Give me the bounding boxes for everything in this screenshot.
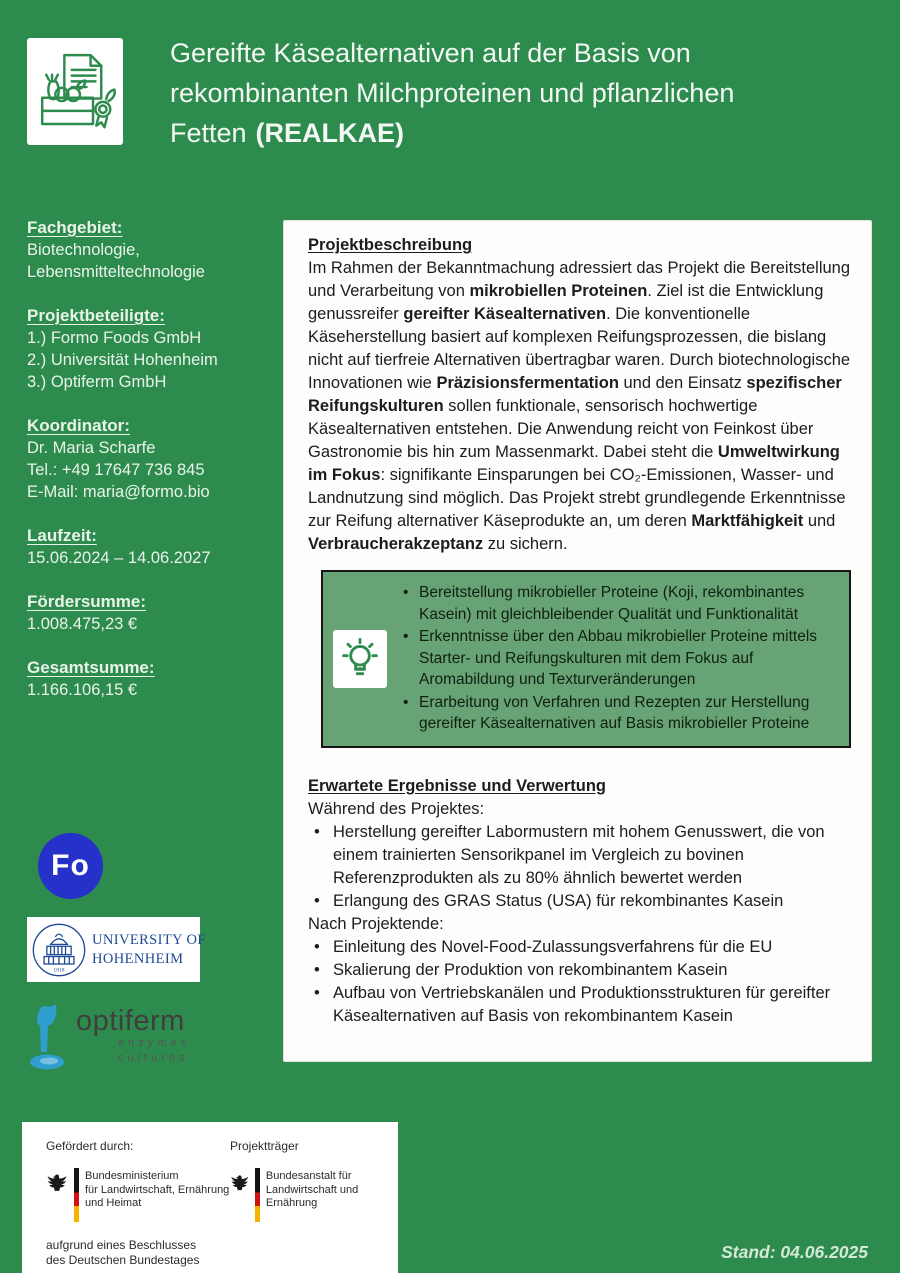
foerdersumme-heading: Fördersumme: <box>27 592 147 611</box>
project-duration: 15.06.2024 – 14.06.2027 <box>27 549 211 567</box>
ble-logo-block <box>228 1168 398 1222</box>
german-flag-bar <box>74 1168 79 1222</box>
sidebar-section-fachgebiet <box>27 217 277 283</box>
project-acronym: (REALKAE) <box>255 118 405 148</box>
federal-eagle-icon <box>228 1170 251 1196</box>
results-bullet: • Erlangung des GRAS Status (USA) für rekombinantes Kasein <box>308 890 853 913</box>
poster-title <box>170 33 875 153</box>
ministry-line: und Heimat <box>85 1197 142 1209</box>
formo-logo <box>38 833 103 899</box>
results-section <box>308 775 853 1028</box>
ministry-line: für Landwirtschaft, Ernährung <box>85 1183 230 1196</box>
svg-text:1818: 1818 <box>53 966 65 973</box>
agency-name <box>266 1168 398 1211</box>
lightbulb-icon <box>338 635 382 683</box>
partner-item: 3.) Optiferm GmbH <box>27 373 167 391</box>
sidebar-section-laufzeit <box>27 525 277 569</box>
agency-line: Bundesanstalt für <box>265 1170 352 1182</box>
results-heading: Erwartete Ergebnisse und Verwertung <box>308 776 606 795</box>
title-line-1: Gereifte Käsealternativen auf der Basis von <box>170 38 691 68</box>
results-bullet: • Herstellung gereifter Labormustern mit hohem Genusswert, die von einem trainierten Sensorikpanel im Vergleich zu bovinen Referenzprodukten als zu 80% ähnlich bewertet werden <box>308 821 853 890</box>
coordinator-email: E-Mail: maria@formo.bio <box>27 483 210 501</box>
lightbulb-icon-box <box>333 630 387 688</box>
hohenheim-emblem-icon <box>31 922 87 978</box>
ministry-line: Bundesministerium <box>85 1170 179 1182</box>
hohenheim-line1: UNIVERSITY OF <box>92 931 206 948</box>
funding-footer-strip <box>22 1122 398 1273</box>
sidebar-section-foerdersumme <box>27 591 277 635</box>
optiferm-sub-enzymes: enzymes <box>118 1037 191 1049</box>
partner-item: 2.) Universität Hohenheim <box>27 351 218 369</box>
sidebar-section-gesamtsumme <box>27 657 277 701</box>
sidebar <box>27 217 277 723</box>
header-logo-box <box>27 38 123 145</box>
project-agency-label: Projektträger <box>230 1139 299 1153</box>
federal-eagle-icon <box>44 1170 70 1196</box>
main-content-panel <box>283 220 872 1062</box>
decree-note <box>46 1238 199 1268</box>
fachgebiet-heading: Fachgebiet: <box>27 218 123 237</box>
funding-amount: 1.008.475,23 € <box>27 615 138 633</box>
highlight-bullet-list <box>401 582 841 736</box>
coordinator-name: Dr. Maria Scharfe <box>27 439 156 457</box>
highlight-bullet: • Erkenntnisse über den Abbau mikrobieller Proteine mittels Starter- und Reifungskulturen mit dem Fokus auf Aromabildung und Texturveränderungen <box>401 626 841 691</box>
optiferm-glass-icon <box>28 1000 74 1078</box>
projektbeteiligte-heading: Projektbeteiligte: <box>27 306 165 325</box>
results-during-list <box>308 821 853 913</box>
fachgebiet-line: Lebensmitteltechnologie <box>27 263 205 281</box>
project-description-text: Im Rahmen der Bekanntmachung adressiert das Projekt die Bereitstellung und Verarbeitung von mikrobiellen Proteinen. Ziel ist die Entwicklung genussreifer gereifter Käsealternativen. Die konventionelle Käseherstellung basiert auf komplexen Reifungsprozessen, die bislang nicht auf tierfreie Alternativen übertragbar waren. Durch biotechnologische Innovationen wie Präzisionsfermentation und den Einsatz spezifischer Reifungskulturen sollen funktionale, sensorisch hochwertige Käsealternativen entstehen. Die Anwendung reicht von Feinkost über Gastronomie bis hin zum Massenmarkt. Dabei steht die Umweltwirkung im Fokus: signifikante Einsparungen bei CO₂-Emissionen, Wasser- und Landnutzung sind möglich. Das Projekt strebt grundlegende Erkenntnisse zur Reifung alternativer Käseprodukte an, um deren Marktfähigkeit und Verbraucherakzeptanz zu sichern. <box>308 259 851 553</box>
decree-line: des Deutschen Bundestages <box>46 1253 200 1267</box>
ministry-name <box>85 1168 229 1211</box>
sidebar-section-koordinator <box>27 415 277 503</box>
hohenheim-logo-text <box>92 931 206 969</box>
sidebar-section-projektbeteiligte <box>27 305 277 393</box>
total-amount: 1.166.106,15 € <box>27 681 138 699</box>
highlight-box <box>321 570 851 748</box>
gesamtsumme-heading: Gesamtsumme: <box>27 658 155 677</box>
optiferm-sub-cultures: cultures <box>118 1052 189 1064</box>
title-line-3: Fetten (REALKAE) <box>170 118 405 148</box>
coordinator-phone: Tel.: +49 17647 736 845 <box>27 461 205 479</box>
title-line-2: rekombinanten Milchproteinen und pflanzlichen <box>170 78 735 108</box>
optiferm-logo <box>28 1000 218 1078</box>
koordinator-heading: Koordinator: <box>27 416 130 435</box>
optiferm-logo-text <box>76 1006 190 1078</box>
results-after-list <box>308 936 853 1028</box>
partner-item: 1.) Formo Foods GmbH <box>27 329 202 347</box>
results-after-label: Nach Projektende: <box>308 914 444 933</box>
results-bullet: • Aufbau von Vertriebskanälen und Produktionsstrukturen für gereifter Käsealternativen auf Basis von rekombinantem Kasein <box>308 982 853 1028</box>
laufzeit-heading: Laufzeit: <box>27 526 97 545</box>
vegetable-crate-document-icon <box>34 46 116 138</box>
results-during-label: Während des Projektes: <box>308 799 485 818</box>
highlight-bullet: • Erarbeitung von Verfahren und Rezepten zur Herstellung gereifter Käsealternativen auf Basis mikrobieller Proteine <box>401 692 841 735</box>
results-bullet: • Einleitung des Novel-Food-Zulassungsverfahrens für die EU <box>308 936 853 959</box>
results-bullet: • Skalierung der Produktion von rekombinantem Kasein <box>308 959 853 982</box>
decree-line: aufgrund eines Beschlusses <box>46 1238 197 1252</box>
german-flag-bar <box>255 1168 260 1222</box>
fachgebiet-line: Biotechnologie, <box>27 241 140 259</box>
highlight-bullet: • Bereitstellung mikrobieller Proteine (Koji, rekombinantes Kasein) mit gleichbleibender Qualität und Funktionalität <box>401 582 841 625</box>
bmel-logo-block <box>44 1168 229 1222</box>
formo-logo-text: Fo <box>51 849 90 882</box>
optiferm-name: optiferm <box>76 1005 185 1037</box>
funded-by-label: Gefördert durch: <box>46 1139 134 1153</box>
project-description-heading: Projektbeschreibung <box>308 236 473 254</box>
stand-date: Stand: 04.06.2025 <box>721 1242 868 1262</box>
hohenheim-line2: HOHENHEIM <box>92 950 184 967</box>
hohenheim-logo <box>27 917 206 982</box>
agency-line: Landwirtschaft und Ernährung <box>265 1183 359 1209</box>
